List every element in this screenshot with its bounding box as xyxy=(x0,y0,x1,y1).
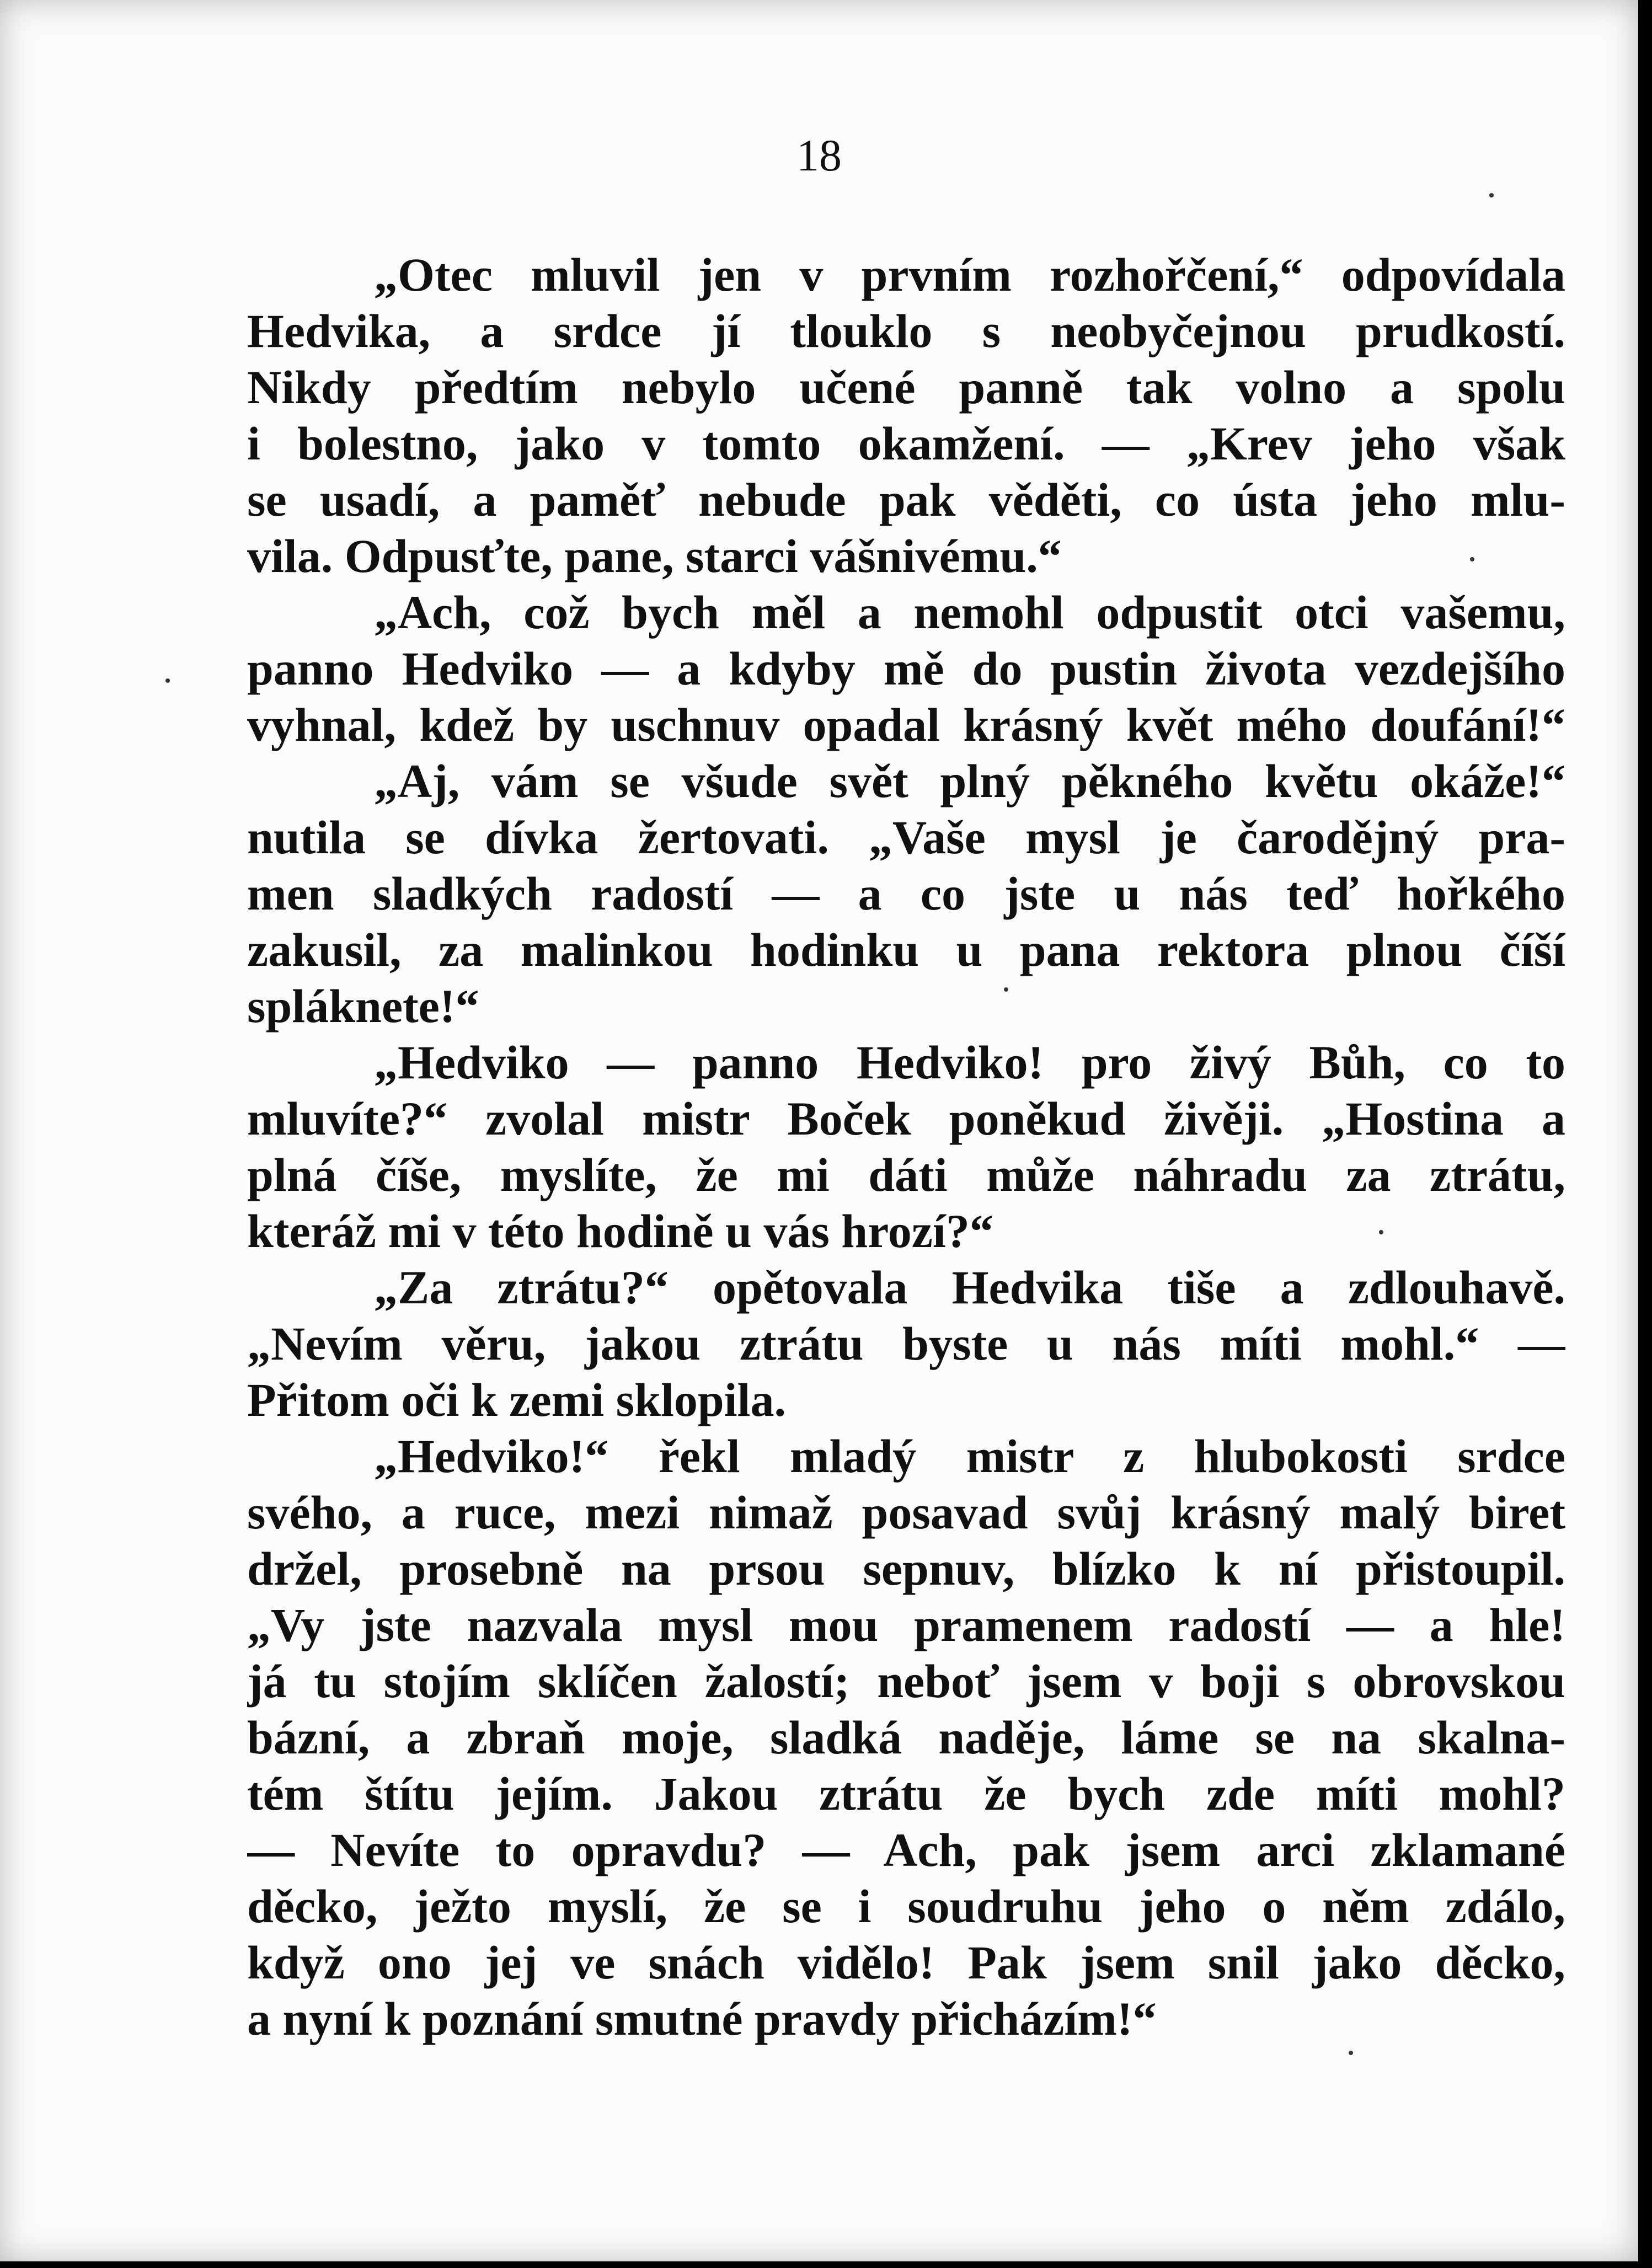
text-line: Nikdy předtím nebylo učené panně tak volno a spolu xyxy=(247,361,1565,414)
text-line: bázní, a zbraň moje, sladká naděje, láme se na skalna- xyxy=(247,1711,1565,1764)
text-line: když ono jej ve snách vidělo! Pak jsem snil jako děcko, xyxy=(247,1936,1565,1989)
print-speck xyxy=(1379,1230,1383,1234)
print-speck xyxy=(1489,193,1494,197)
text-line: „Vy jste nazvala mysl mou pramenem radostí — a hle! xyxy=(247,1598,1565,1651)
body-text xyxy=(247,247,1565,2047)
text-line: panno Hedviko — a kdyby mě do pustin života vezdejšího xyxy=(247,642,1565,695)
text-line: vila. Odpusťte, pane, starci vášnivému.“ xyxy=(247,529,1062,582)
text-line: „Nevím věru, jakou ztrátu byste u nás míti mohl.“ — xyxy=(247,1317,1565,1370)
text-line: „Aj, vám se všude svět plný pěkného květu okáže!“ xyxy=(374,755,1565,807)
text-line: se usadí, a paměť nebude pak věděti, co ústa jeho mlu- xyxy=(247,473,1565,526)
text-line: „Za ztrátu?“ opětovala Hedvika tiše a zdlouhavě. xyxy=(374,1261,1565,1314)
text-line: Hedvika, a srdce jí tlouklo s neobyčejnou prudkostí. xyxy=(247,304,1565,357)
text-line: — Nevíte to opravdu? — Ach, pak jsem arci zklamané xyxy=(247,1823,1565,1876)
text-line: plná číše, myslíte, že mi dáti může náhradu za ztrátu, xyxy=(247,1148,1565,1201)
text-line: nutila se dívka žertovati. „Vaše mysl je čarodějný pra- xyxy=(247,811,1565,864)
text-line: tém štítu jejím. Jakou ztrátu že bych zde míti mohl? xyxy=(247,1767,1565,1820)
text-line: svého, a ruce, mezi nimaž posavad svůj krásný malý biret xyxy=(247,1486,1565,1539)
text-line: kteráž mi v této hodině u vás hrozí?“ xyxy=(247,1205,993,1258)
print-speck xyxy=(1004,987,1008,992)
print-speck xyxy=(1349,2051,1353,2055)
text-line: já tu stojím sklíčen žalostí; neboť jsem v boji s obrovskou xyxy=(247,1655,1565,1708)
text-line: i bolestno, jako v tomto okamžení. — „Krev jeho však xyxy=(247,417,1565,470)
text-line: Přitom oči k zemi sklopila. xyxy=(247,1373,786,1426)
text-line: a nyní k poznání smutné pravdy přicházím!“ xyxy=(247,1992,1157,2045)
text-line: „Otec mluvil jen v prvním rozhořčení,“ odpovídala xyxy=(374,248,1565,301)
text-line: men sladkých radostí — a co jste u nás teď hořkého xyxy=(247,867,1565,920)
text-line: „Ach, což bych měl a nemohl odpustit otci vašemu, xyxy=(374,586,1565,639)
text-line: „Hedviko!“ řekl mladý mistr z hlubokosti srdce xyxy=(374,1430,1565,1483)
scan-edge xyxy=(1638,0,1652,2268)
text-line: děcko, ježto myslí, že se i soudruhu jeho o něm zdálo, xyxy=(247,1880,1565,1933)
page-number: 18 xyxy=(796,130,842,180)
text-line: držel, prosebně na prsou sepnuv, blízko k ní přistoupil. xyxy=(247,1542,1565,1595)
text-line: zakusil, za malinkou hodinku u pana rektora plnou číší xyxy=(247,923,1565,976)
print-speck xyxy=(1470,557,1474,561)
print-speck xyxy=(165,678,170,683)
text-line: „Hedviko — panno Hedviko! pro živý Bůh, co to xyxy=(374,1036,1565,1089)
text-line: mluvíte?“ zvolal mistr Boček poněkud živěji. „Hostina a xyxy=(247,1092,1565,1145)
text-line: vyhnal, kdež by uschnuv opadal krásný květ mého doufání!“ xyxy=(247,698,1565,751)
text-line: spláknete!“ xyxy=(247,980,479,1033)
